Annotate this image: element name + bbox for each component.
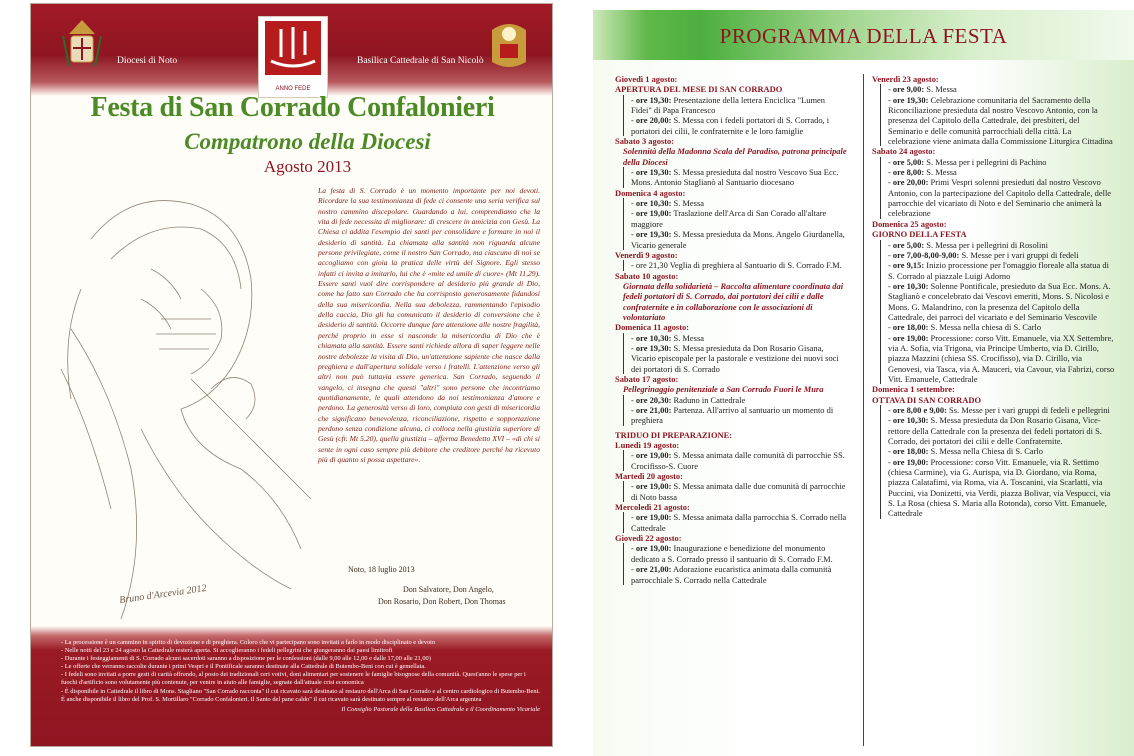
entry-text: S. Messe per i vari gruppi di fedeli — [959, 249, 1079, 260]
day-heading: Giovedì 1 agosto: — [615, 74, 678, 84]
day-heading: Sabato 10 agosto: — [615, 270, 679, 281]
signatures-line-1: Don Salvatore, Don Angelo, — [403, 585, 494, 594]
schedule-entry: - ore 21,00: Adorazione eucaristica animata dalla comunità parrocchiale S. Corrado nella Cattedrale — [623, 564, 847, 585]
feast-title: Festa di San Corrado Confalonieri — [90, 92, 495, 123]
entry-text: ore 21,30 Veglia di preghiera al Santuario di S. Corrado F.M. — [635, 260, 842, 271]
day-heading: Sabato 17 agosto: — [615, 373, 679, 384]
entry-time: ore 20,00: — [635, 115, 672, 126]
notes-band — [31, 626, 553, 747]
entry-time: ore 5,00: — [892, 156, 925, 167]
program-column-2 — [863, 74, 1115, 746]
program-title: PROGRAMMA DELLA FESTA — [719, 24, 1008, 48]
schedule-entry: - ore 10,30: S. Messa — [623, 198, 847, 208]
entry-time: ore 5,00: — [892, 239, 925, 250]
saint-sketch-illustration — [51, 169, 336, 639]
entry-text: Solenne Pontificale, presieduto da Sua Ecc. Mons. A. Staglianò e concelebrato dai Vescovi emeriti, Mons. S. Nicolosi e Mons. G. Malandrino, con la presenza del Capitolo della Cattedrale, dei parroci del vicariato e del Seminario Vescovile — [888, 280, 1111, 322]
schedule-entry: - ore 20,00: S. Messa con i fedeli portatori di S. Corrado, i portatori dei cilii, le confraternite e le loro famiglie — [623, 115, 847, 136]
entry-time: ore 19,00: — [635, 208, 672, 219]
entry-time: ore 8,00 e 9,00: — [892, 405, 947, 415]
schedule-entry: - ore 7,00-8,00-9,00: S. Messe per i vari gruppi di fedeli — [880, 250, 1115, 260]
schedule-entry: - ore 19,30: Celebrazione comunitaria del Sacramento della Riconciliazione presieduta dal nostro Vescovo Antonio, con la presenza del Capitolo della Cattedrale, dei presbiteri, del Seminario e delle comunità parrocchiali della città. La celebrazione viene animata dalla Commissione Liturgica Cittadina — [880, 95, 1115, 147]
entry-text: S. Messa — [671, 332, 704, 343]
year-of-faith-text: ANNO FEDE — [275, 86, 311, 92]
left-flyer — [30, 3, 553, 747]
entry-text: S. Messa presieduta dal nostro Vescovo Sua Ecc. Mons. Antonio Staglianò al Santuario diocesano — [631, 167, 839, 188]
schedule-entry: - ore 10,30: Solenne Pontificale, presieduto da Sua Ecc. Mons. A. Staglianò e concelebrato dai Vescovi emeriti, Mons. S. Nicolosi e Mons. G. Malandrino, con la presenza del Capitolo della Cattedrale, dei parroci del vicariato e del Seminario Vescovile — [880, 281, 1115, 322]
entry-text: Raduno in Cattedrale — [671, 394, 746, 405]
schedule-entry: - ore 18,00: S. Messa nella Chiesa di S. Carlo — [880, 446, 1115, 456]
day-heading: Domenica 4 agosto: — [615, 187, 686, 198]
day-heading: Domenica 25 agosto: — [872, 218, 947, 229]
day-heading: OTTAVA DI SAN CORRADO — [872, 394, 982, 405]
entry-text: S. Messa presieduta da Don Rosario Gisana, Vice-rettore della Cattedrale con la presenza dei fedeli portatori di S. Corrado, dei portatori dei cilii e delle Confraternite. — [888, 415, 1102, 447]
entry-time: ore 7,00-8,00-9,00: — [892, 249, 960, 260]
schedule-entry: - ore 19,00: S. Messa animata dalla parrocchia S. Corrado nella Cattedrale — [623, 512, 847, 533]
day-heading: Mercoledì 21 agosto: — [615, 502, 690, 513]
entry-text: Presentazione della lettera Enciclica "Lumen Fidei" di Papa Francesco — [631, 94, 825, 116]
entry-time: ore 20,30: — [635, 394, 672, 405]
entry-time: ore 18,00: — [892, 446, 929, 457]
day-heading: Martedì 20 agosto: — [615, 471, 683, 482]
schedule-entry: - ore 19,00: Processione: corso Vitt. Emanuele, via XX Settembre, via A. Sofia, via Trigona, via Principe Umberto, via D. Cirillo, piazza Mazzini (chiesa SS. Crocifisso), via D. Cirillo, via Genovesi, via Tasca, via A. Mauceri, via Cavour, via Fabrizi, corso Vitt. Emanuele, Cattedrale — [880, 333, 1115, 385]
schedule-entry: - ore 8,00 e 9,00: Ss. Messe per i vari gruppi di fedeli e pellegrini — [880, 405, 1115, 415]
schedule-entry: - ore 5,00: S. Messa per i pellegrini di Pachino — [880, 157, 1115, 167]
note-item: - La processione è un cammino in spirito di devozione e di preghiera. Coloro che vi partecipano sono invitati a farlo in modo disciplinato e devoto — [61, 639, 436, 646]
event-theme: Solennità della Madonna Scala del Paradiso, patrona principale della Diocesi — [623, 146, 847, 167]
day-heading: Domenica 11 agosto: — [615, 322, 690, 333]
day-heading: APERTURA DEL MESE DI SAN CORRADO — [615, 84, 783, 95]
entry-text: Celebrazione comunitaria del Sacramento della Riconciliazione presieduta dal nostro Vescovo Antonio, con la presenza del Capitolo della Cattedrale, dei presbiteri, del Seminario e delle comunità parrocchiali della città. La celebrazione viene animata dalla Commissione Liturgica Cittadina — [888, 94, 1113, 147]
letter-text: La festa di S. Corrado è un momento importante per noi devoti. Ricordare la sua testimonianza di fede ci consente una seria verifica sul nostro cammino discepolare. Guardando a lui, comprendiamo che la vita di fede necessita di migliorare: di crescere in amicizia con Gesù. La Chiesa ci addita l'esempio dei santi per consolidare e formare in noi il desiderio di santità. La chiamata alla santità non riguarda alcune persone privilegiate, come il nostro San Corrado, ma ciascuno di noi se accogliamo con gioia la pratica delle virtù del Signore. Egli stesso infatti ci invita a imitarlo, lui che è «mite ed umile di cuore» (Mt 11,29). Essere santi vuol dire corrispondere al desiderio più grande di Dio, come ha fatto san Corrado che ha corrisposto generosamente fidandosi della sua misericordia. Nella sua debolezza, rammentando l'episodio della caccia, Dio gli ha comunicato il desiderio di conversione che è desiderio di santità. Occorre dunque fare attenzione alle nostre fragilità, perché proprio in esse si nasconde la misericordia di Dio che è chiamata alla santità. Essere santi richiede allora di saper leggere nelle nostre debolezze la visita di Dio, un'attenzione sapiente che nasce dalla preghiera e dall'apertura solidale verso i fratelli. L'attenzione verso gli altri non può tuttavia essere generica. San Corrado, seguendo il vangelo, ci insegna che questi "altri" sono persone che incontriamo quotidianamente, le quali attendono da noi testimonianza d'amore e perdono. La generosità verso di loro, compiuta con gesti di misericordia che significano benevolenza, riconciliazione, rispetto e sopportazione perdono senza condizione alcuna, ci colloca nella giustizia superiore di Gesù (cfr. Mt 5,20), quella giustizia – afferma Benedetto XVI – «di chi si sente in ogni caso sempre più debitore che creditore perché ha ricevuto più di quanto si possa aspettare». — [318, 186, 540, 464]
ship-cross-icon — [259, 17, 327, 81]
schedule-entry: - ore 18,00: S. Messa nella chiesa di S. Carlo — [880, 322, 1115, 332]
schedule-entry: - ore 19,00: S. Messa animata dalle due comunità di parrocchie di Noto bassa — [623, 481, 847, 502]
entry-time: ore 19,00: — [635, 450, 672, 461]
schedule-entry: - ore 10,30: S. Messa — [623, 333, 847, 343]
entry-text: S. Messa — [671, 198, 704, 209]
entry-text: S. Messa animata dalle due comunità di parrocchie di Noto bassa — [631, 481, 846, 502]
entry-text: Inizio processione per l'omaggio floreale alla statua di S. Corrado al piazzale Luigi Adorno — [888, 260, 1109, 281]
day-heading: Sabato 24 agosto: — [872, 146, 936, 157]
entry-time: ore 20,00: — [892, 177, 929, 188]
entry-text: S. Messa per i pellegrini di Pachino — [924, 156, 1047, 167]
entry-text: Adorazione eucaristica animata dalla comunità parrocchiale S. Corrado nella Cattedrale — [631, 564, 832, 585]
event-theme: Giornata della solidarietà – Raccolta alimentare coordinata dai fedeli portatori di S. Corrado, dai portatori dei cilii e dalle confraternite e in collaborazione con le associazioni di volontariato — [623, 280, 844, 322]
entry-time: ore 21,00: — [635, 405, 672, 415]
papal-crest-icon — [486, 16, 532, 74]
schedule-entry: - ore 9,00: S. Messa — [880, 84, 1115, 94]
entry-text: Processione: corso Vitt. Emanuele, via XX Settembre, via A. Sofia, via Trigona, via Principe Umberto, via D. Cirillo, piazza Mazzini (chiesa SS. Crocifisso), via D. Cirillo, via Genovesi, via Tasca, via A. Mauceri, via Cavour, via Fabrizi, corso Vitt. Emanuele, Cattedrale — [888, 332, 1115, 384]
schedule-entry: - ore 19,00: Processione: corso Vitt. Emanuele, via R. Settimo (chiesa Carmine), via G. Aurispa, via D. Giordano, via Roma, piazza Calatafimi, via Roma, via A. Toscanini, via Scarlatti, via Puccini, via Donizetti, via Verdi, piazza Bolivar, via Vespucci, via S. La Rosa (chiesa S. Maria alla Rotonda), corso Vitt. Emanuele, Cattedrale — [880, 457, 1115, 519]
schedule-entry: - ore 9,15: Inizio processione per l'omaggio floreale alla statua di S. Corrado al piazzale Luigi Adorno — [880, 260, 1115, 281]
entry-text: S. Messa — [924, 167, 957, 178]
entry-text: S. Messa con i fedeli portatori di S. Corrado, i portatori dei cilii, le confraternite e le loro famiglie — [631, 115, 830, 136]
day-heading: Sabato 3 agosto: — [615, 136, 675, 147]
entry-text: Partenza. All'arrivo al santuario un momento di preghiera — [631, 405, 834, 426]
entry-text: S. Messa presieduta da Don Rosario Gisana, Vicario episcopale per la pastorale e vestizione dei nuovi soci dei portatori di S. Corrado — [631, 342, 839, 374]
schedule-entry: - ore 19,00: Traslazione dell'Arca di San Corado all'altare maggiore — [623, 208, 847, 229]
schedule-entry: - ore 19,30: S. Messa presieduta da Mons. Angelo Giurdanella, Vicario generale — [623, 229, 847, 250]
schedule-entry: - ore 19,00: S. Messa animata dalle comunità di parrocchie SS. Crocifisso-S. Cuore — [623, 450, 847, 471]
entry-text: S. Messa per i pellegrini di Rosolini — [924, 239, 1048, 250]
note-item: - I fedeli sono invitati a porre gesti di carità offrendo, al posto dei tradizionali ceri votivi, doni alimentari per sostenere le famiglie bisognose della comunità. Quest'anno le spese per i fuochi d'artificio sono volutamente più contenute, per venire in aiuto alle famiglie, segnate dall'attuale crisi economica — [61, 671, 526, 687]
day-heading: Domenica 1 settembre: — [872, 384, 955, 395]
entry-time: ore 19,30: — [635, 167, 672, 178]
day-heading: GIORNO DELLA FESTA — [872, 229, 967, 240]
signatures-line-2: Don Rosario, Don Robert, Don Thomas — [378, 597, 506, 606]
entry-text: Ss. Messe per i vari gruppi di fedeli e pellegrini — [946, 405, 1110, 415]
schedule-entry: - ore 20,00: Primi Vespri solenni presieduti dal nostro Vescovo Antonio, con la partecipazione del Capitolo della Cattedrale, delle parrocchie del vicariato di Noto e del Seminario che animerà la celebrazione — [880, 177, 1115, 218]
schedule-entry: - ore 19,00: Inaugurazione e benedizione del monumento dedicato a S. Corrado presso il santuario di S. Corrado F.M. — [623, 543, 847, 564]
entry-text: Primi Vespri solenni presieduti dal nostro Vescovo Antonio, con la partecipazione del Capitolo della Cattedrale, delle parrocchie del vicariato di Noto e del Seminario che animerà la celebrazione — [888, 177, 1112, 219]
entry-time: ore 19,00: — [635, 543, 672, 554]
entry-time: ore 19,30: — [635, 342, 672, 353]
cathedral-label: Basilica Cattedrale di San Nicolò — [357, 56, 484, 66]
note-item: - È disponibile in Cattedrale il libro di Mons. Stagliano "San Corrado racconta" il cui ricavato sarà destinato al restauro dell'Arca di San Corrado e al centro cardiologico di Butembo-Beni. È anche disponibile il libro del Prof. S. Mortillaro "Corrado Confalonieri. Il Santo del pane caldo" il cui ricavato sarà destinato sempre al restauro dell'Arca argentea — [61, 687, 540, 703]
schedule-entry: - ore 20,30: Raduno in Cattedrale — [623, 395, 847, 405]
artist-signature: Bruno d'Arcevia 2012 — [118, 582, 208, 607]
day-heading: TRIDUO DI PREPARAZIONE: — [615, 429, 733, 440]
entry-time: ore 19,00: — [635, 512, 672, 523]
entry-text: S. Messa nella Chiesa di S. Carlo — [928, 446, 1043, 457]
entry-time: ore 21,00: — [635, 564, 672, 575]
bishop-crest-icon — [59, 16, 105, 74]
entry-time: ore 10,30: — [635, 332, 672, 343]
entry-text: S. Messa nella chiesa di S. Carlo — [928, 322, 1042, 333]
event-theme: Pellegrinaggio penitenziale a San Corrado Fuori le Mura — [623, 384, 824, 395]
schedule-entry: - ore 19,30: S. Messa presieduta dal nostro Vescovo Sua Ecc. Mons. Antonio Staglianò al Santuario diocesano — [623, 167, 847, 188]
schedule-entry: - ore 10,30: S. Messa presieduta da Don Rosario Gisana, Vice-rettore della Cattedrale con la presenza dei fedeli portatori di S. Corrado, dei portatori dei cilii e delle Confraternite. — [880, 415, 1115, 446]
feast-date: Agosto 2013 — [263, 157, 352, 176]
entry-time: ore 19,30: — [892, 94, 929, 105]
entry-time: ore 19,30: — [635, 229, 672, 240]
schedule-entry: - ore 5,00: S. Messa per i pellegrini di Rosolini — [880, 240, 1115, 250]
right-program — [593, 10, 1134, 756]
note-item: - Le offerte che verranno raccolte durante i primi Vespri e il Pontificale saranno destinate alla Cattedrale di Butembo-Beni con cui è gemellata. — [61, 663, 426, 671]
entry-text: S. Messa animata dalla parrocchia S. Corrado nella Cattedrale — [631, 512, 847, 533]
entry-time: ore 10,30: — [892, 280, 929, 291]
day-heading: Venerdì 9 agosto: — [615, 249, 678, 260]
program-column-1 — [615, 74, 847, 746]
day-heading: Venerdì 23 agosto: — [872, 74, 939, 84]
day-heading: Giovedì 22 agosto: — [615, 533, 682, 544]
feast-subtitle: Compatrono della Diocesi — [184, 129, 431, 154]
entry-time: ore 19,00: — [635, 481, 672, 492]
schedule-entry: - ore 21,30 Veglia di preghiera al Santuario di S. Corrado F.M. — [623, 260, 847, 270]
note-item: - Nelle notti del 23 e 24 agosto la Cattedrale resterà aperta. Si accoglieranno i fedeli pellegrini che giungeranno dai paesi limitrofi — [61, 647, 393, 655]
entry-time: ore 8,00: — [892, 167, 925, 178]
entry-time: ore 9,00: — [892, 84, 925, 95]
entry-time: ore 19,00: — [892, 332, 929, 343]
entry-time: ore 19,30: — [635, 94, 672, 105]
entry-text: S. Messa presieduta da Mons. Angelo Giurdanella, Vicario generale — [631, 229, 845, 250]
entry-time: ore 10,30: — [892, 415, 929, 426]
top-band — [31, 4, 553, 96]
entry-text: S. Messa animata dalle comunità di parrocchie SS. Crocifisso-S. Cuore — [631, 450, 845, 471]
entry-time: ore 18,00: — [892, 322, 929, 333]
schedule-entry: - ore 8,00: S. Messa — [880, 167, 1115, 177]
note-item: - Durante i festeggiamenti di S. Corrado alcuni sacerdoti saranno a disposizione per le confessioni (dalle 9,00 alle 12,00 e dalle 17,00 alle 21,00) — [61, 655, 431, 663]
entry-time: ore 19,00: — [892, 456, 929, 467]
entry-text: Traslazione dell'Arca di San Corado all'altare maggiore — [631, 208, 827, 229]
schedule-entry: - ore 19,30: Presentazione della lettera Enciclica "Lumen Fidei" di Papa Francesco — [623, 95, 847, 116]
schedule-entry: - ore 21,00: Partenza. All'arrivo al santuario un momento di preghiera — [623, 405, 847, 426]
diocese-label: Diocesi di Noto — [117, 56, 178, 66]
entry-text: S. Messa — [924, 84, 957, 95]
entry-text: Processione: corso Vitt. Emanuele, via R. Settimo (chiesa Carmine), via G. Aurispa, via D. Giordano, via Roma, piazza Calatafimi, via Roma, via A. Toscanini, via Scarlatti, via Puccini, via Donizetti, via Verdi, piazza Bolivar, via Vespucci, via S. La Rosa (chiesa S. Maria alla Rotonda), corso Vitt. Emanuele, Cattedrale — [888, 456, 1111, 519]
day-heading: Lunedì 19 agosto: — [615, 440, 680, 451]
year-of-faith-logo — [258, 16, 328, 98]
entry-text: Inaugurazione e benedizione del monumento dedicato a S. Corrado presso il santuario di S. Corrado F.M. — [631, 543, 833, 564]
council-signature: Il Consiglio Pastorale della Basilica Cattedrale e il Coordinamento Vicariale — [341, 705, 540, 713]
letter-date: Noto, 18 luglio 2013 — [348, 565, 415, 574]
entry-time: ore 10,30: — [635, 198, 672, 209]
entry-time: ore 9,15: — [892, 260, 925, 271]
schedule-entry: - ore 19,30: S. Messa presieduta da Don Rosario Gisana, Vicario episcopale per la pastorale e vestizione dei nuovi soci dei portatori di S. Corrado — [623, 343, 847, 374]
